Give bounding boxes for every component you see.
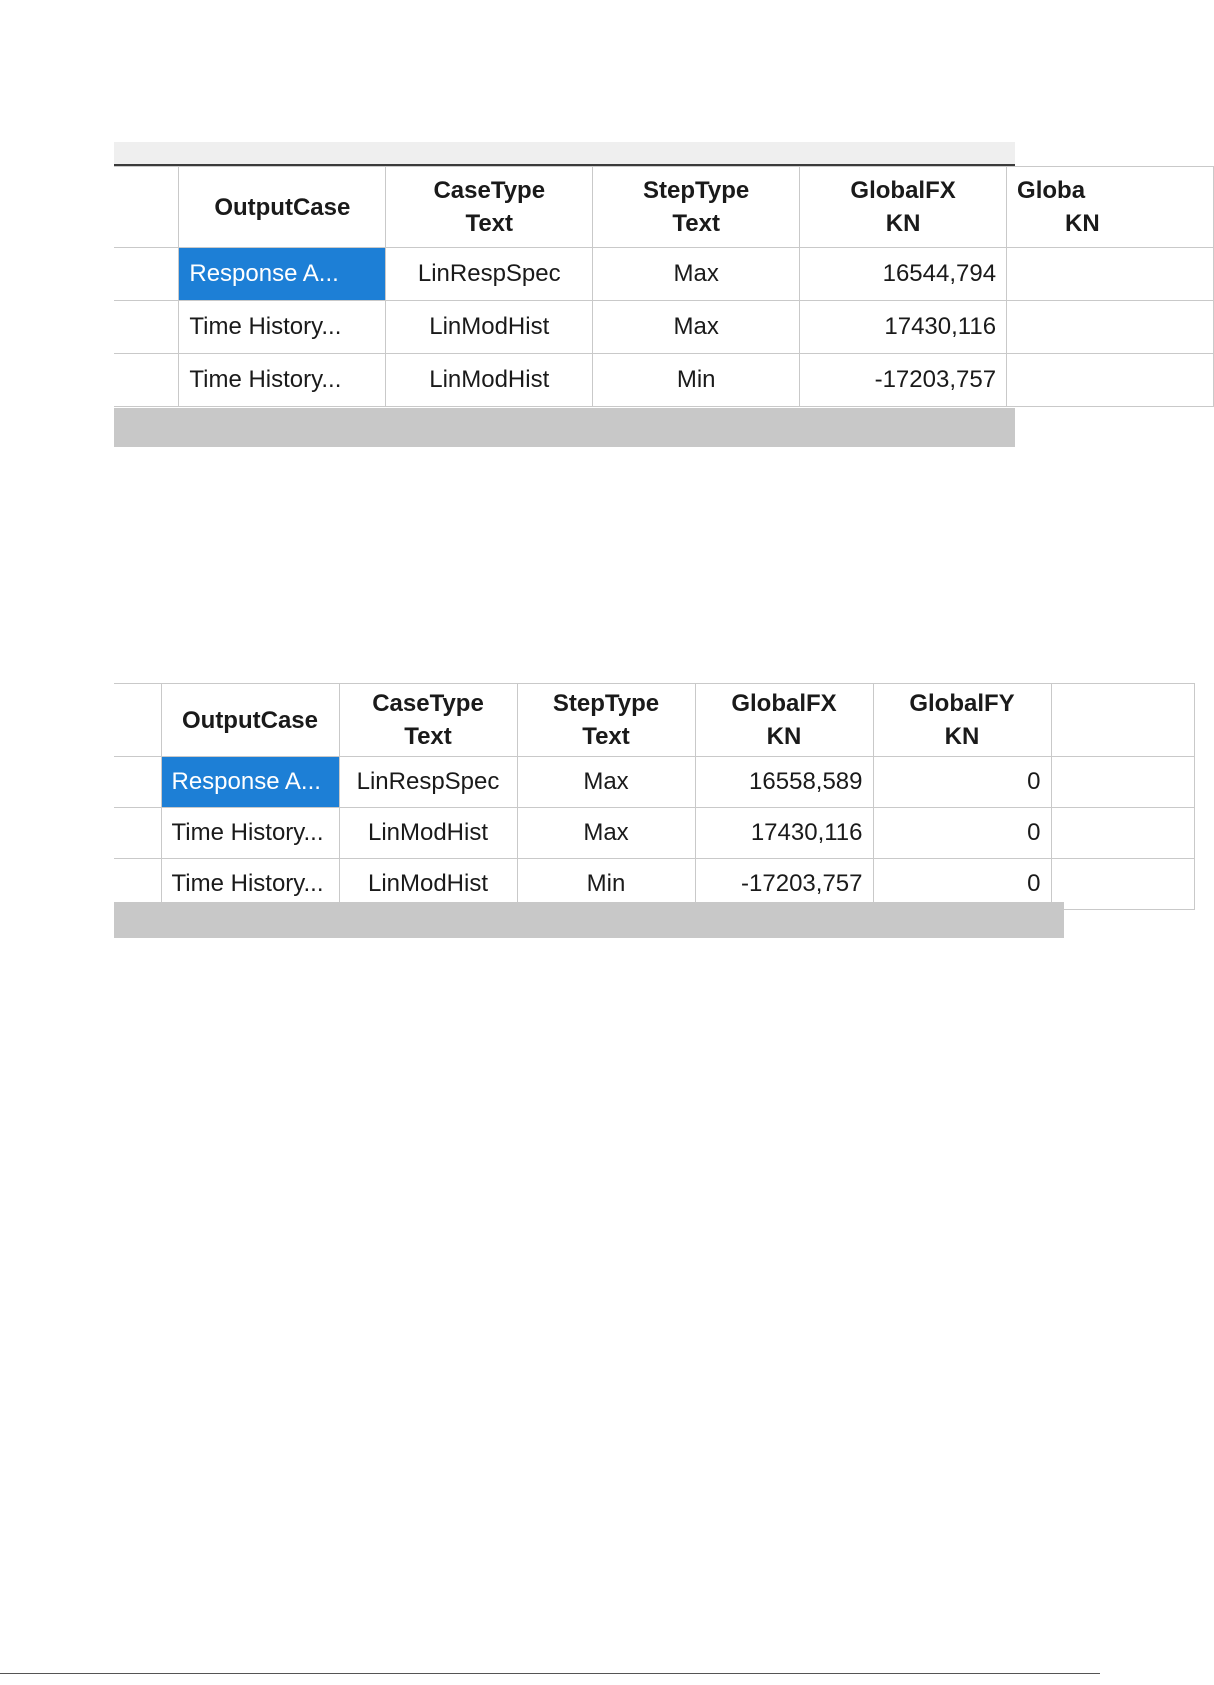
header-line: CaseType <box>433 177 546 204</box>
cell-global-fx[interactable]: -17203,757 <box>800 354 1007 407</box>
column-header-global-fx[interactable] <box>695 684 873 757</box>
cell-case-type[interactable]: LinModHist <box>339 808 517 859</box>
cell-step-type[interactable]: Min <box>593 354 800 407</box>
column-header-output-case[interactable] <box>161 684 339 757</box>
header-line: Text <box>465 210 514 237</box>
cell-global-fy[interactable]: 0 <box>873 859 1051 910</box>
header-line: OutputCase <box>214 193 351 221</box>
header-row <box>114 167 1214 248</box>
column-header-global-fy[interactable] <box>873 684 1051 757</box>
table-row[interactable] <box>114 354 1214 407</box>
cell-next[interactable] <box>1051 757 1194 808</box>
cell-global-fy[interactable] <box>1007 248 1214 301</box>
cell-step-type[interactable]: Max <box>593 301 800 354</box>
cell-case-type[interactable]: LinModHist <box>386 301 593 354</box>
row-header-corner <box>114 167 179 248</box>
results-table-1 <box>114 166 1214 407</box>
header-line: StepType <box>643 177 750 204</box>
cell-output-case[interactable]: Response A... <box>179 248 386 301</box>
column-header-output-case[interactable] <box>179 167 386 248</box>
table-footer-bar <box>114 902 1064 938</box>
cell-global-fy[interactable]: 0 <box>873 808 1051 859</box>
cell-output-case[interactable]: Time History... <box>161 808 339 859</box>
cell-global-fy[interactable]: 0 <box>873 757 1051 808</box>
cell-global-fy[interactable] <box>1007 301 1214 354</box>
header-line: Globa <box>1017 177 1086 204</box>
table-screenshot-2 <box>114 690 1064 938</box>
column-header-next[interactable] <box>1051 684 1194 757</box>
cell-global-fx[interactable]: 16558,589 <box>695 757 873 808</box>
row-header[interactable] <box>114 808 161 859</box>
header-line: OutputCase <box>181 706 318 734</box>
cell-global-fx[interactable]: 17430,116 <box>695 808 873 859</box>
cell-output-case[interactable]: Time History... <box>179 301 386 354</box>
header-line: GlobalFX <box>731 690 837 717</box>
cell-step-type[interactable]: Max <box>593 248 800 301</box>
cell-output-case[interactable]: Time History... <box>161 859 339 910</box>
cell-output-case[interactable]: Response A... <box>161 757 339 808</box>
header-line: CaseType <box>372 690 484 717</box>
column-header-step-type[interactable] <box>593 167 800 248</box>
table-row[interactable] <box>114 248 1214 301</box>
row-header[interactable] <box>114 248 179 301</box>
table-footer-bar <box>114 408 1015 447</box>
cell-next[interactable] <box>1051 859 1194 910</box>
table-row[interactable] <box>114 808 1194 859</box>
row-header-corner <box>114 684 161 757</box>
column-header-case-type[interactable] <box>339 684 517 757</box>
cell-step-type[interactable]: Max <box>517 808 695 859</box>
header-line: KN <box>944 723 980 750</box>
table-screenshot-1 <box>114 142 1100 447</box>
header-line: KN <box>885 210 921 237</box>
table-top-band <box>114 142 1015 166</box>
cell-global-fx[interactable]: 17430,116 <box>800 301 1007 354</box>
cell-global-fx[interactable]: -17203,757 <box>695 859 873 910</box>
cell-global-fy[interactable] <box>1007 354 1214 407</box>
cell-step-type[interactable]: Max <box>517 757 695 808</box>
cell-next[interactable] <box>1051 808 1194 859</box>
column-header-case-type[interactable] <box>386 167 593 248</box>
header-line: Text <box>404 723 452 750</box>
table-row[interactable] <box>114 757 1194 808</box>
header-line: Text <box>672 210 720 237</box>
row-header[interactable] <box>114 301 179 354</box>
header-line: GlobalFX <box>850 177 956 204</box>
cell-case-type[interactable]: LinModHist <box>339 859 517 910</box>
table-row[interactable] <box>114 301 1214 354</box>
cell-step-type[interactable]: Min <box>517 859 695 910</box>
row-header[interactable] <box>114 354 179 407</box>
column-header-step-type[interactable] <box>517 684 695 757</box>
cell-case-type[interactable]: LinModHist <box>386 354 593 407</box>
header-line: KN <box>1065 210 1100 237</box>
column-header-global-fy[interactable] <box>1007 167 1214 248</box>
cell-case-type[interactable]: LinRespSpec <box>339 757 517 808</box>
header-line: KN <box>766 723 802 750</box>
header-line: Text <box>582 723 630 750</box>
results-table-2 <box>114 683 1195 910</box>
cell-global-fx[interactable]: 16544,794 <box>800 248 1007 301</box>
page-footer-rule <box>0 1673 1100 1674</box>
column-header-global-fx[interactable] <box>800 167 1007 248</box>
cell-output-case[interactable]: Time History... <box>179 354 386 407</box>
header-line: StepType <box>552 690 660 717</box>
header-line: GlobalFY <box>909 690 1015 717</box>
cell-case-type[interactable]: LinRespSpec <box>386 248 593 301</box>
header-row <box>114 684 1194 757</box>
row-header[interactable] <box>114 757 161 808</box>
